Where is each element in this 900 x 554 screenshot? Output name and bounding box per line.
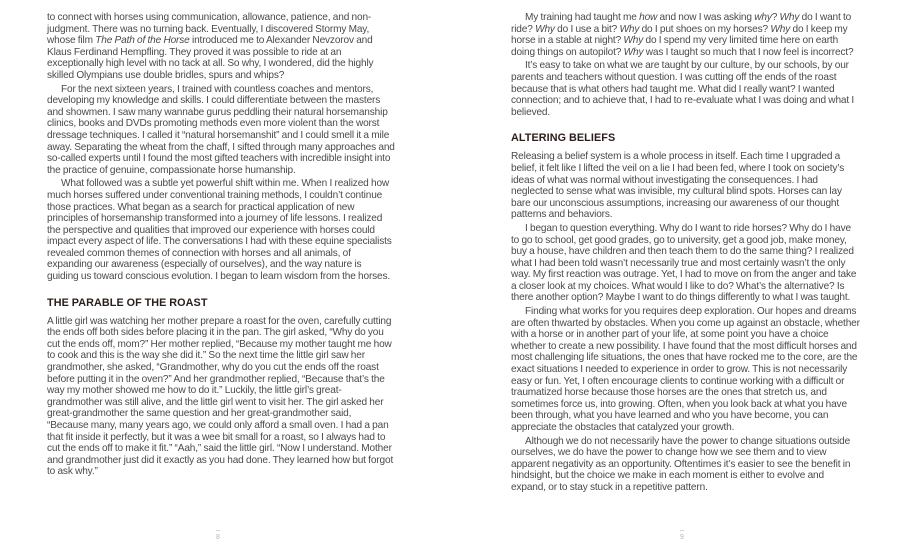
- italic-text: Why: [770, 23, 791, 35]
- right-text-block: [511, 12, 861, 496]
- text-run: do I put shoes on my horses?: [639, 23, 771, 35]
- italic-text: why: [754, 12, 772, 23]
- body-paragraph: [47, 316, 395, 478]
- section-heading-parable: THE PARABLE OF THE ROAST: [47, 296, 208, 309]
- left-intro-paragraphs: [47, 12, 395, 283]
- page-number-text: 8: [216, 534, 220, 541]
- text-run: do I keep my horse in a stable at night?: [511, 23, 848, 47]
- text-run: to connect with horses using communication, allowance, patience, and non-judgment. There was no turning back. Eventually, I discovered Stormy May, whose film: [47, 12, 372, 47]
- text-run: do I spend my very limited time here on earth doing things on autopilot?: [511, 35, 839, 58]
- italic-text: Why: [619, 23, 640, 35]
- text-run: do I want to ride?: [511, 12, 852, 35]
- text-run: A little girl was watching her mother prepare a roast for the oven, carefully cutting the ends off both sides before placing it in the pan. The girl asked, “Why do you cut the ends off, mom?” Her mother replied, “Because my mother taught me how to cook and this is the way she did it.” So the next time the little girl saw her grandmother, she asked, “Grandmother, why do you cut the ends off the roast before putting it in the oven?” And her grandmother replied, “Because that’s the way my mother showed me how to do it.” Luckily, the little girl’s great-grandmother was still alive, and the little girl went to visit her. The girl asked her great-grandmother the same question and her great-grandmother said, “Because many, many years ago, we could only afford a small oven. I had a pan that fit inside it perfectly, but it was a wee bit small for a roast, so I always had to cut the ends off to make it fit.” “Aah,” said the little girl. “Now I understand. Mother and grandmother just did it exactly as you had done. They learned how but forgot to ask why.”: [47, 315, 394, 478]
- italic-text: how: [639, 12, 658, 23]
- italic-text: The Path of the Horse: [95, 35, 190, 47]
- page-number-text: 9: [680, 534, 684, 541]
- text-run: do I use a bit?: [554, 23, 620, 35]
- text-run: and now I was asking: [657, 12, 755, 23]
- italic-text: Why: [779, 12, 800, 23]
- body-paragraph: [511, 306, 861, 434]
- right-page: [450, 0, 900, 554]
- body-paragraph: [511, 151, 861, 221]
- left-text-block: [47, 12, 395, 480]
- section-heading-altering-beliefs: ALTERING BELIEFS: [511, 132, 616, 145]
- body-paragraph: [47, 84, 395, 177]
- text-run: was I taught so much that I now feel is incorrect?: [643, 46, 854, 58]
- right-intro-paragraphs: [511, 12, 861, 118]
- text-run: I began to question everything. Why do I want to ride horses? Why do I have to go to school, get good grades, go to university, get a good job, make money, buy a house, have children and then teach them to do the same thing? I realized what I had been told wasn’t necessarily true and most certainly wasn’t the only way. My first reaction was outrage. Yet, I had to move on from the anger and take a closer look at my choices. What would I like to do? What’s the alternative? Is there another option? Maybe I want to do things differently to what I was taught.: [511, 222, 857, 304]
- text-run: My training had taught me: [525, 12, 640, 23]
- page-number-left: [208, 530, 228, 542]
- text-run: ?: [771, 12, 780, 23]
- body-paragraph: [511, 436, 861, 494]
- text-run: Although we do not necessarily have the power to change situations outside ourselves, we do have the power to change how we see them and to view apparent negativity as an opportunity. Oftentimes it’s easier to see the benefit in hindsight, but the choice we make in each moment is either to evolve and expand, or to stay stuck in a repetitive pattern.: [511, 435, 851, 493]
- text-run: For the next sixteen years, I trained with countless coaches and mentors, developing my knowledge and skills. I could differentiate between the masters and showmen. I saw many wannabe gurus peddling their natural horsemanship clinics, books and DVDs promoting methods even more violent than the worst dressage techniques. I called it “natural horsemanshit” and I could smell it a mile away. Separating the wheat from the chaff, I sifted through many approaches and so-called experts until I found the most gifted teachers with incredible insight into the practice of genuine, compassionate horse humanship.: [47, 83, 395, 176]
- text-run: Finding what works for you requires deep exploration. Our hopes and dreams are often thwarted by obstacles. When you come up against an obstacle, whether with a horse or in another part of your life, at some point you have a choice whether to create a new possibility. I have found that the most difficult horses and most challenging life situations, the ones that have rocked me to the core, are the exact situations I needed to experience in order to grow. This is not necessarily easy or fun. Yet, I often encourage clients to continue working with a difficult or traumatized horse because those horses are the ones that stretch us, and sometimes force us, into growing. Often, when you look back at what you have been through, what you have learned and who you have become, you can appreciate the obstacles that catalyzed your growth.: [511, 306, 860, 433]
- body-paragraph: [511, 60, 861, 118]
- text-run: It’s easy to take on what we are taught by our culture, by our schools, by our parents and teachers without question. I was cutting off the ends of the roast because that is what others had taught me. What did I really want? I wanted connection; and to achieve that, I had to re-evaluate what I was doing and what I believed.: [511, 60, 855, 118]
- text-run: introduced me to Alexander Nevzorov and Klaus Ferdinand Hempfling. They proved it was possible to ride at an exceptionally high level with no tack at all. So why, I wondered, did the highly skilled Olympians use double bridles, spurs and whips?: [47, 35, 374, 81]
- text-run: Releasing a belief system is a whole process in itself. Each time I upgraded a belief, it felt like I lifted the veil on a lie I had been fed, where I took on society’s ideas of what was normal without investigating the consequences. I had neglected to sense what was invisible, my cultural blind spots. Horses can lay bare our unconscious assumptions, increasing our awareness of our thought patterns and behaviors.: [511, 151, 845, 221]
- body-paragraph: [511, 223, 861, 304]
- italic-text: Why: [623, 46, 644, 58]
- italic-text: Why: [535, 23, 555, 35]
- body-paragraph: [47, 178, 395, 282]
- folio-rule: [680, 530, 684, 531]
- left-section-paragraphs: [47, 316, 395, 478]
- page-number-right: [672, 530, 692, 542]
- right-section-paragraphs: [511, 151, 861, 493]
- body-paragraph: [511, 12, 861, 58]
- text-run: What followed was a subtle yet powerful shift within me. When I realized how much horses suffered under conventional training methods, I couldn’t continue those practices. What began as a search for practical application of new principles of horsemanship transformed into a journey of life lessons. I realized the perspective and qualities that improved our experience with horses could impact every aspect of life. The conversations I had with these equine specialists revealed common themes of connection with horses and all animals, of expanding our awareness (especially of ourselves), and the way nature is guiding us toward conscious evolution. I began to learn wisdom from the horses.: [47, 178, 392, 283]
- body-paragraph: [47, 12, 395, 82]
- folio-rule: [216, 530, 220, 531]
- italic-text: Why: [623, 35, 644, 47]
